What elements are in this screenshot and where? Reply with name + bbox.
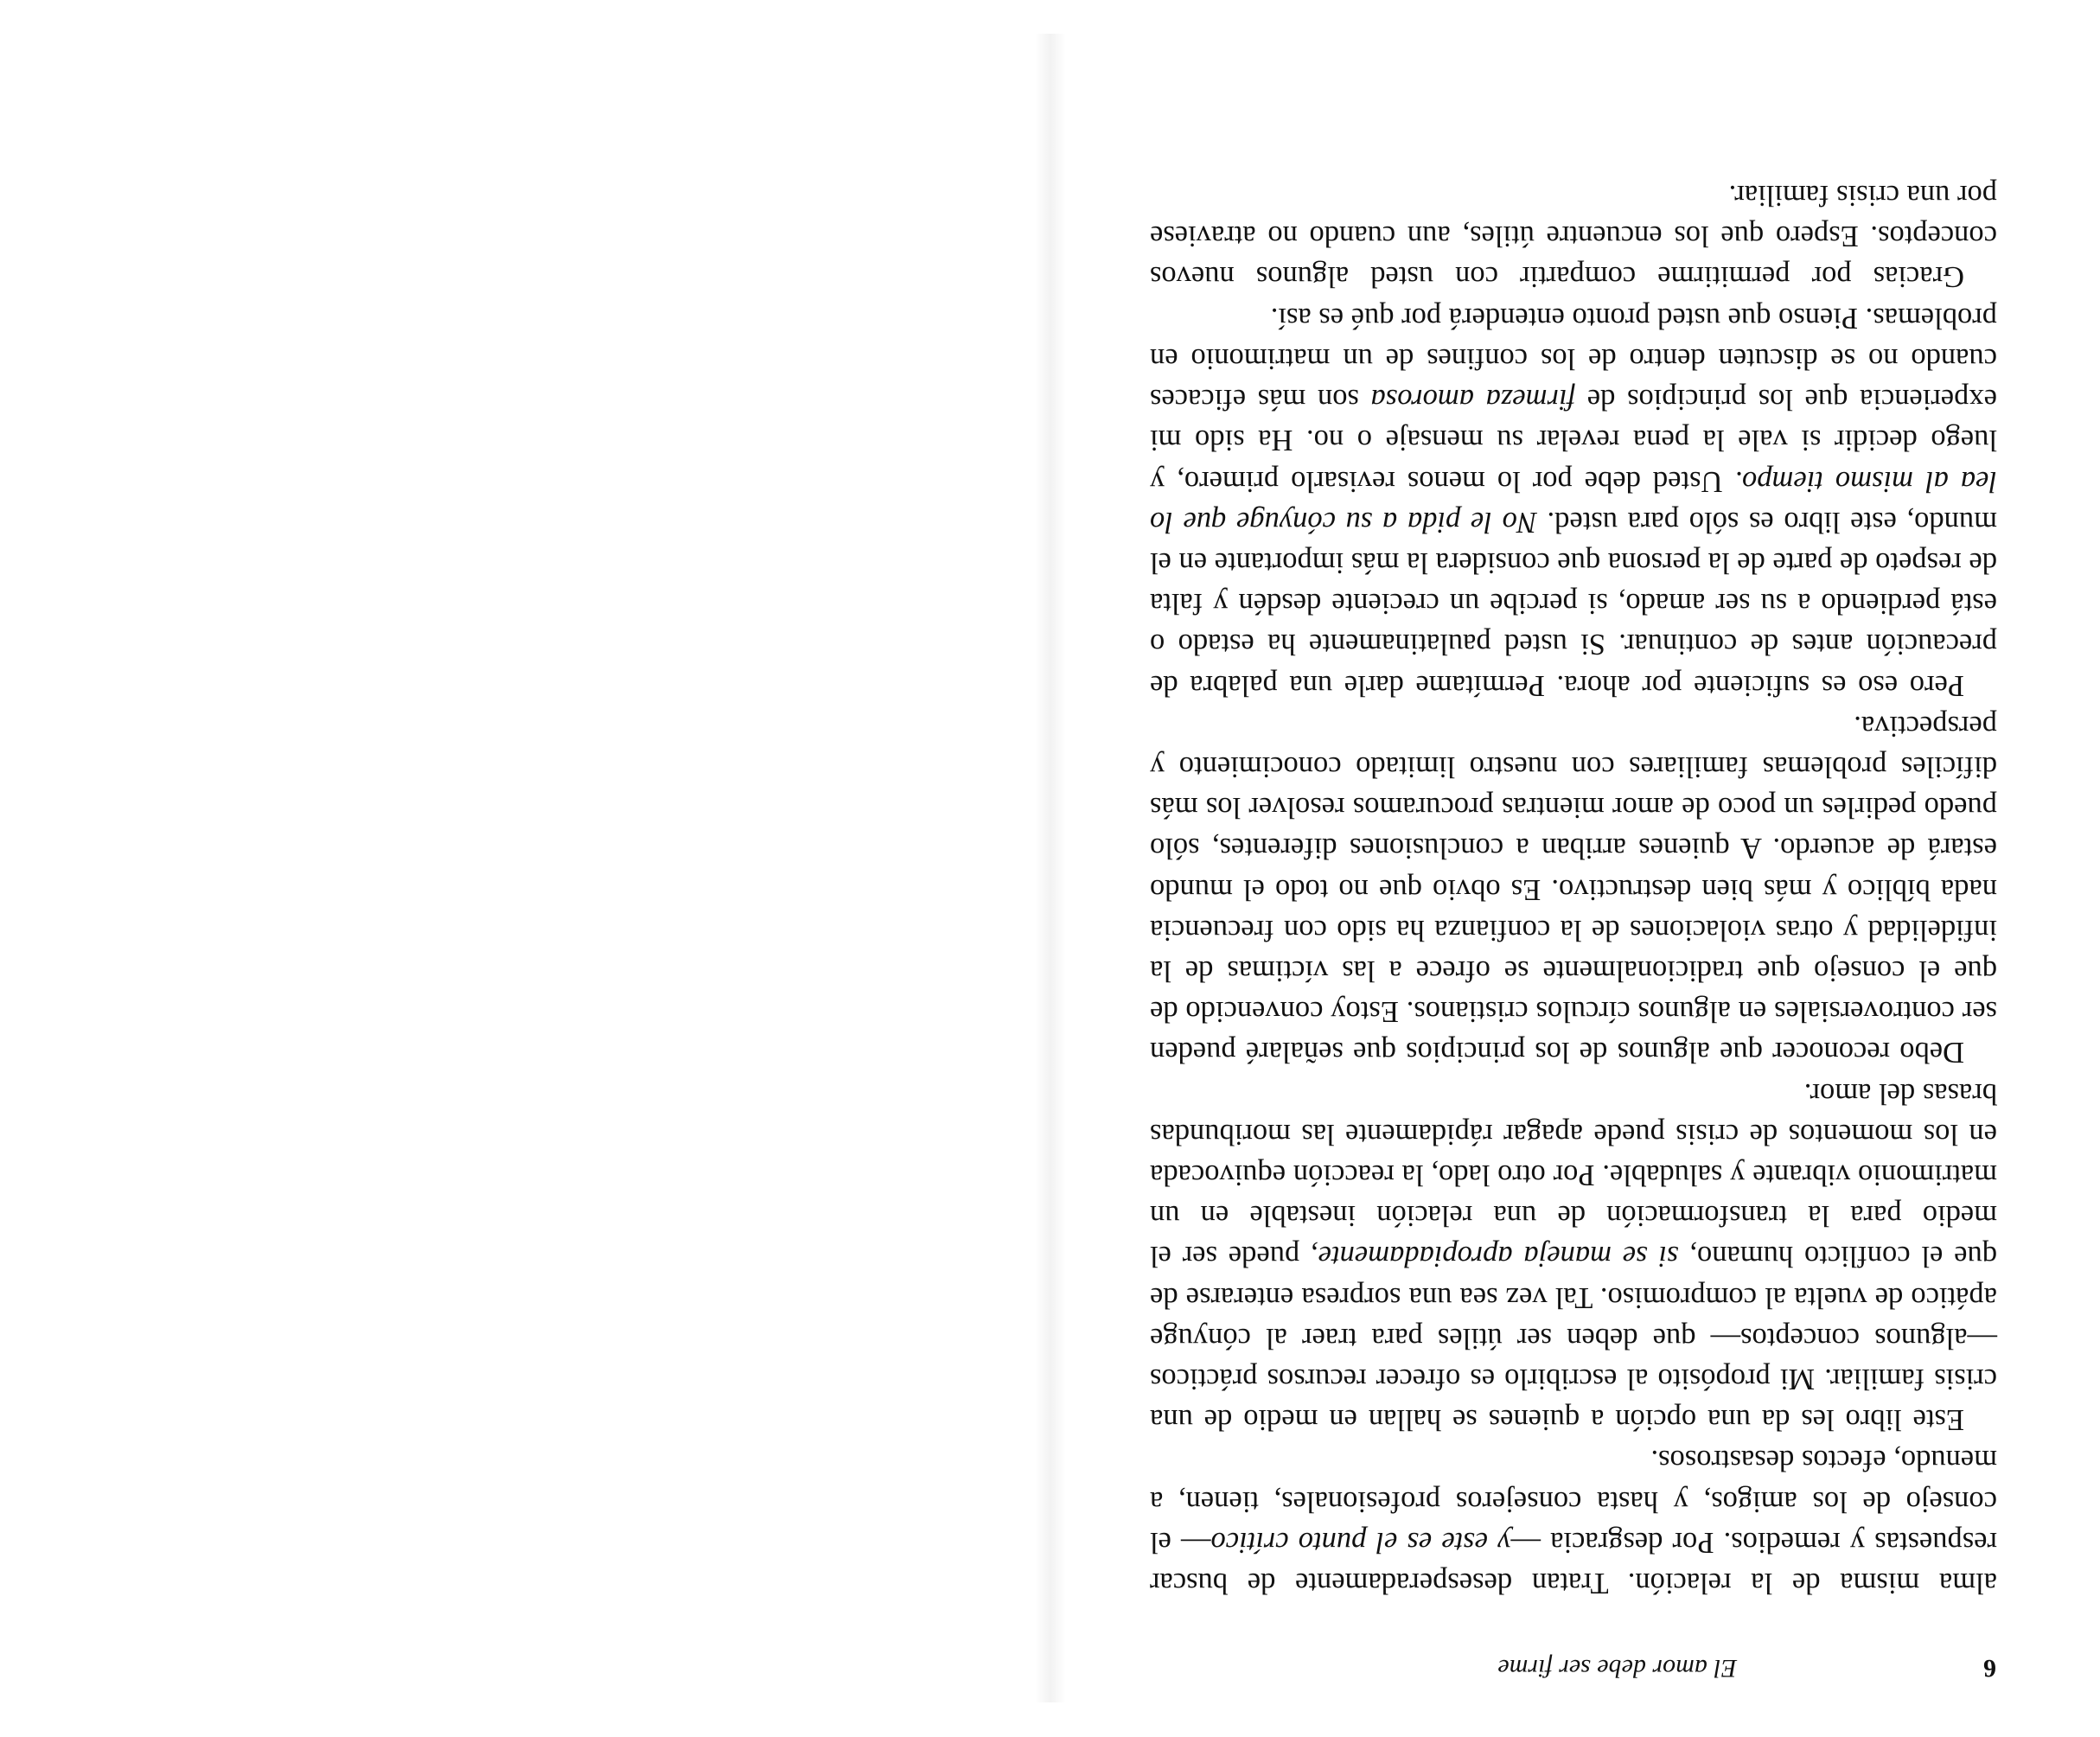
text-segment: Debo reconocer que algunos de los principios que señalaré pueden ser controversiales en algunos círculos cristianos. Estoy convencido de que el consejo que tradicionalmente se ofrece a las víctimas de la infidelidad y otras violaciones de la confianza ha sido con frecuencia nada bíblico y más bien destructivo. Es obvio que no todo el mundo estará de acuerdo. A quienes arriban a conclusiones diferentes, sólo puedo pedirles un poco de amor mientras procuramos resolver los más difíciles problemas familiares con nuestro limitado conocimiento y perspectiva. [1150, 709, 1997, 1070]
text-segment: — el consejo de los amigos, y hasta consejeros profesionales, tienen, a menudo, efectos desastrosos. [1150, 1444, 1997, 1559]
text-segment: son más eficaces cuando no se discuten dentro de los confines de un matrimonio en problemas. Pienso que usted pronto entenderá por qué es así. [1150, 301, 1997, 417]
left-page [1050, 0, 2100, 1737]
running-head-title: El amor debe ser firme [1497, 1654, 1737, 1683]
paragraph [1150, 706, 1997, 1073]
italic-text: firmeza amorosa [1370, 383, 1576, 417]
left-body-text [1150, 175, 1997, 1603]
text-segment: alma misma de la relación. Tratan desesperadamente de buscar respuestas y remedios. Por desgracia — [1150, 1525, 1997, 1600]
text-segment: Gracias por permitirme compartir con usted algunos nuevos conceptos. Espero que los encuentre útiles, aun cuando no atraviese por una crisis familiar. [1150, 179, 1997, 294]
italic-text: No le pida a su cónyuge que lo lea al mismo tiempo. [1150, 464, 1997, 539]
paragraph [1150, 1440, 1997, 1603]
paragraph [1150, 175, 1997, 297]
paragraph [1150, 1072, 1997, 1440]
left-running-head [1132, 1651, 1996, 1685]
italic-text: y este es el punto crítico [1210, 1525, 1511, 1559]
text-segment: Usted debe por lo menos revisarlo primero, y luego decidir si vale la pena revelar su mensaje o no. Ha sido mi experiencia que los principios de [1150, 383, 1997, 498]
left-page-number: 6 [1983, 1654, 1996, 1683]
text-segment: Pero eso es suficiente por ahora. Permítame darle una palabra de precaución antes de continuar. Si usted paulatinamente ha estado o está perdiendo a su ser amado, si percibe un creciente desdén y falta de respeto de parte de la persona que considera la más importante en el mundo, este libro es sólo para usted. [1150, 505, 1997, 702]
paragraph [1150, 297, 1997, 706]
text-segment: Este libro les da una opción a quienes se hallan en medio de una crisis familiar. Mi propósito al escribirlo es ofrecer recursos prácticos —algunos conceptos— que deben ser útiles para traer al cónyuge apático de vuelta al compromiso. Tal vez sea una sorpresa enterarse de que el conflicto humano, [1150, 1240, 1997, 1437]
text-segment: puede ser el medio para la transformación de una relación inestable en un matrimonio vibrante y saludable. Por otro lado, la reacción equivocada en los momentos de crisis puede apagar rápidamente las moribundas brasas del amor. [1150, 1076, 1997, 1274]
italic-text: si se maneja apropiadamente, [1311, 1240, 1679, 1274]
